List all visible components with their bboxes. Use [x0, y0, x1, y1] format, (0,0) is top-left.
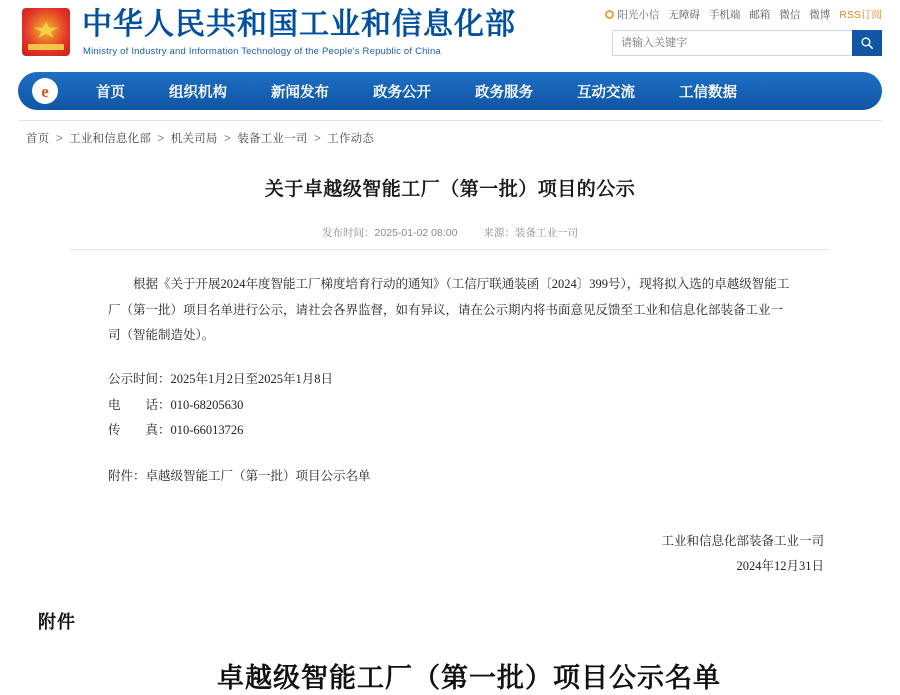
header-utilities	[612, 4, 882, 56]
search-icon	[860, 36, 874, 50]
fax-value: 010-66013726	[170, 423, 244, 438]
breadcrumb-item-departments[interactable]: 机关司局	[170, 133, 218, 145]
article-meta	[70, 225, 830, 250]
notice-period-line	[108, 367, 792, 393]
main-nav-wrapper	[0, 70, 900, 110]
site-title-cn: 中华人民共和国工业和信息化部	[82, 8, 516, 41]
article-paragraph: 根据《关于开展2024年度智能工厂梯度培育行动的通知》（工信厅联通装函〔2024〕399号），现将拟入选的卓越级智能工厂（第一批）项目名单进行公示，请社会各界监督，如有异议，请在公示期内将书面意见反馈至工业和信息化部装备工业一司（智能制造处）。	[108, 277, 790, 343]
search-input[interactable]	[612, 30, 852, 56]
quicklink-mobile[interactable]: 手机端	[708, 8, 741, 21]
breadcrumb-item-equipment-dept[interactable]: 装备工业一司	[237, 133, 308, 145]
national-emblem-icon	[22, 8, 70, 56]
notice-period-label: 公示时间：	[108, 371, 171, 386]
signature-date: 2024年12月31日	[736, 558, 824, 573]
breadcrumb-separator: >	[55, 133, 63, 145]
phone-line	[108, 393, 792, 419]
breadcrumb-item-work-updates[interactable]: 工作动态	[327, 133, 375, 145]
quicklinks	[612, 4, 882, 24]
fax-line	[108, 418, 792, 444]
search-button[interactable]	[852, 30, 882, 56]
article-details	[108, 367, 792, 444]
site-logo-block[interactable]	[0, 0, 516, 57]
site-title-en: Ministry of Industry and Information Technology of the People's Republic of China	[83, 45, 441, 57]
attachment-heading: 附件	[38, 612, 76, 633]
publish-time: 发布时间：2025-01-02 08:00	[322, 227, 458, 239]
site-header	[0, 0, 900, 70]
article-body	[70, 272, 830, 489]
breadcrumb	[0, 121, 900, 146]
article	[0, 146, 900, 578]
signature-organization: 工业和信息化部装备工业一司	[661, 534, 824, 549]
main-nav	[18, 72, 882, 110]
quicklink-rss[interactable]: RSS订阅	[839, 8, 882, 21]
nav-item-government-affairs[interactable]: 政务公开	[373, 84, 431, 101]
nav-item-news[interactable]: 新闻发布	[271, 84, 329, 101]
breadcrumb-separator: >	[224, 133, 231, 145]
sun-icon	[605, 10, 614, 19]
notice-period-value: 2025年1月2日至2025年1月8日	[170, 371, 334, 386]
phone-value: 010-68205630	[170, 397, 244, 412]
nav-item-data[interactable]: 工信数据	[679, 84, 737, 101]
quicklink-sunshine[interactable]	[605, 7, 659, 22]
quicklink-accessibility[interactable]: 无障碍	[668, 8, 700, 21]
nav-item-government-services[interactable]: 政务服务	[475, 84, 533, 101]
attachment-link[interactable]: 附件：卓越级智能工厂（第一批）项目公示名单	[108, 468, 371, 483]
breadcrumb-item-ministry[interactable]: 工业和信息化部	[69, 133, 152, 145]
phone-label: 电 话：	[108, 397, 171, 412]
article-source: 来源：装备工业一司	[483, 227, 578, 239]
quicklink-wechat[interactable]: 微信	[779, 8, 801, 21]
quicklink-label: 阳光小信	[617, 8, 660, 21]
page-title: 关于卓越级智能工厂（第一批）项目的公示	[264, 179, 636, 200]
search-bar	[612, 30, 882, 56]
quicklink-weibo[interactable]: 微博	[809, 8, 831, 21]
nav-item-interaction[interactable]: 互动交流	[577, 84, 635, 101]
fax-label: 传 真：	[108, 423, 171, 438]
breadcrumb-separator: >	[313, 133, 321, 145]
breadcrumb-separator: >	[157, 133, 165, 145]
attachment-section	[0, 578, 900, 695]
breadcrumb-item-home[interactable]: 首页	[26, 133, 50, 145]
article-signature	[70, 529, 830, 578]
nav-item-organization[interactable]: 组织机构	[169, 84, 227, 101]
ministry-badge-icon[interactable]	[32, 78, 58, 104]
attachment-title: 卓越级智能工厂（第一批）项目公示名单	[217, 663, 721, 694]
nav-item-home[interactable]: 首页	[96, 84, 125, 101]
quicklink-mail[interactable]: 邮箱	[749, 8, 771, 21]
ministry-badge-char: e	[41, 81, 49, 101]
